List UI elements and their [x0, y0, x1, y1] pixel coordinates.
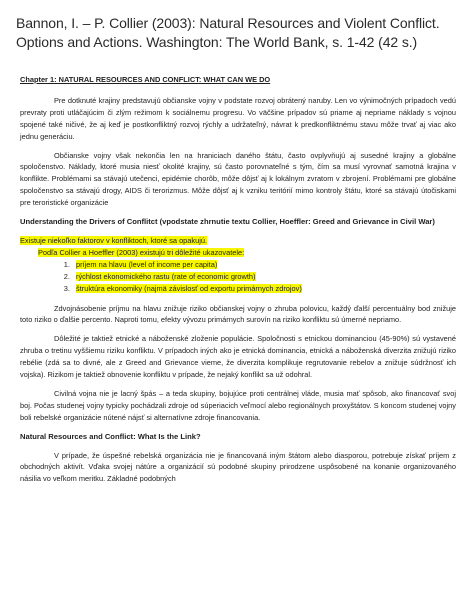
highlighted-text: Existuje niekoľko faktorov v konfliktoch, ktoré sa opakujú. [20, 235, 208, 245]
list-item [72, 271, 456, 283]
factor-list [20, 259, 456, 295]
chapter-title: Chapter 1: NATURAL RESOURCES AND CONFLICT: WHAT CAN WE DO [20, 75, 271, 84]
list-item-text: príjem na hlavu (level of income per capita) [76, 259, 218, 269]
paragraph: V prípade, že úspešné rebelská organizácia nie je financovaná iným štátom alebo diasporou, potrebuje získať príjem z obchodných aktivít. Vďaka svojej nátúre a organizácií sú podobné skupiny prirodzene uspôsobené na konanie organizovaného násilia vo veľkom meritku. Základné podobných [20, 450, 456, 484]
citation-header: Bannon, I. – P. Collier (2003): Natural Resources and Violent Conflict. Options and Actions. Washington: The World Bank, s. 1-42 (42 s.) [16, 15, 440, 50]
list-item-text: štruktúra ekonomiky (najmä závislosť od exportu primárnych zdrojov) [76, 283, 302, 293]
list-item-text: rýchlost ekonomického rastu (rate of economic growth) [76, 271, 256, 281]
section-title-natural-resources: Natural Resources and Conflict: What Is the Link? [20, 431, 201, 441]
paragraph: Dôležité je taktiež etnické a náboženské zloženie populácie. Spoločnosti s etnickou dominanciou (45-90%) sú vystavené zhruba o tretinu vyššiemu riziku konfliktu. V prípadoch iných ako je etnická dominancia, etnická a náboženská diverzita znižujú riziko rebélie (zdá sa to divné, ale z Greed and Grievance vieme, že diverzita komplikuje regrutovanie rebelov a znižuje súdržnosť ich vojska). Rizikom je taktiež obnovenie konfliktu v prípade, že nejaký konflikt sa už odohral. [20, 334, 456, 380]
list-item [72, 259, 456, 271]
paragraph: Pre dotknuté krajiny predstavujú občianske vojny v podstate rozvoj obrátený naruby. Len vo výnimočných prípadoch vedú prevraty proti utláčajúcim či zlým režimom k sociálnemu progresu. Vo väčšine prípadov sú priame aj nepriame náklady s vojnou spojené také ničivé, že aj keď je postkonfliktný rozvoj rýchly a udržateľný, návrat k predkonfliktnému stavu môže trvať aj viac ako jednu generáciu. [20, 95, 456, 141]
paragraph: Civilná vojna nie je lacný špás – a teda skupiny, bojujúce proti centrálnej vláde, musia mať spôsob, ako financovať svoj boj. Počas studenej vojny typicky pochádzali zdroje od súperiacich veľmocí alebo regionálnych proxyštátov. S koncom studenej vojny boli rebelské organizácie nútené nájsť si alternatívne zdroje financovania. [20, 388, 456, 422]
paragraph: Zdvojnásobenie príjmu na hlavu znižuje riziko občianskej vojny o zhruba polovicu, každý ďalší percentuálny bod znižuje toto riziko o ďalšie percento. Naproti tomu, efekty vývozu primárnych surovín na riziko konfliktu sú úmerné nepriamo. [20, 303, 456, 325]
list-item [72, 283, 456, 295]
highlighted-text: Podľa Collier a Hoeffler (2003) existujú tri dôležité ukazovatele: [38, 247, 245, 257]
highlighted-line [38, 247, 456, 259]
document-body [20, 74, 456, 492]
section-title-drivers: Understanding the Drivers of Conflitct (vpodstate zhrnutie textu Collier, Hoeffler: Greed and Grievance in Civil War) [20, 217, 435, 227]
paragraph: Občianske vojny však nekončia len na hraniciach daného štátu, často ovplyvňujú aj susedné krajiny a globálne spoločenstvo. Náklady, ktoré musia niesť okolité krajiny, sú často porovnateľné s tým, čím sa musí vyrovnať samotná krajina v konflikte. Problémami sa stávajú utečenci, epidémie chorôb, môže dôjsť aj k lokálnym zvratom v zbrojení. Problémami pre globálne spoločenstvo sa stávajú drogy, AIDS či terorizmus. Môže dôjsť aj k vzniku teritórií mimo kontroly štátu, ktoré sa stávajú útočiskami pre teroristické organizácie [20, 150, 456, 208]
highlighted-line [20, 235, 456, 247]
